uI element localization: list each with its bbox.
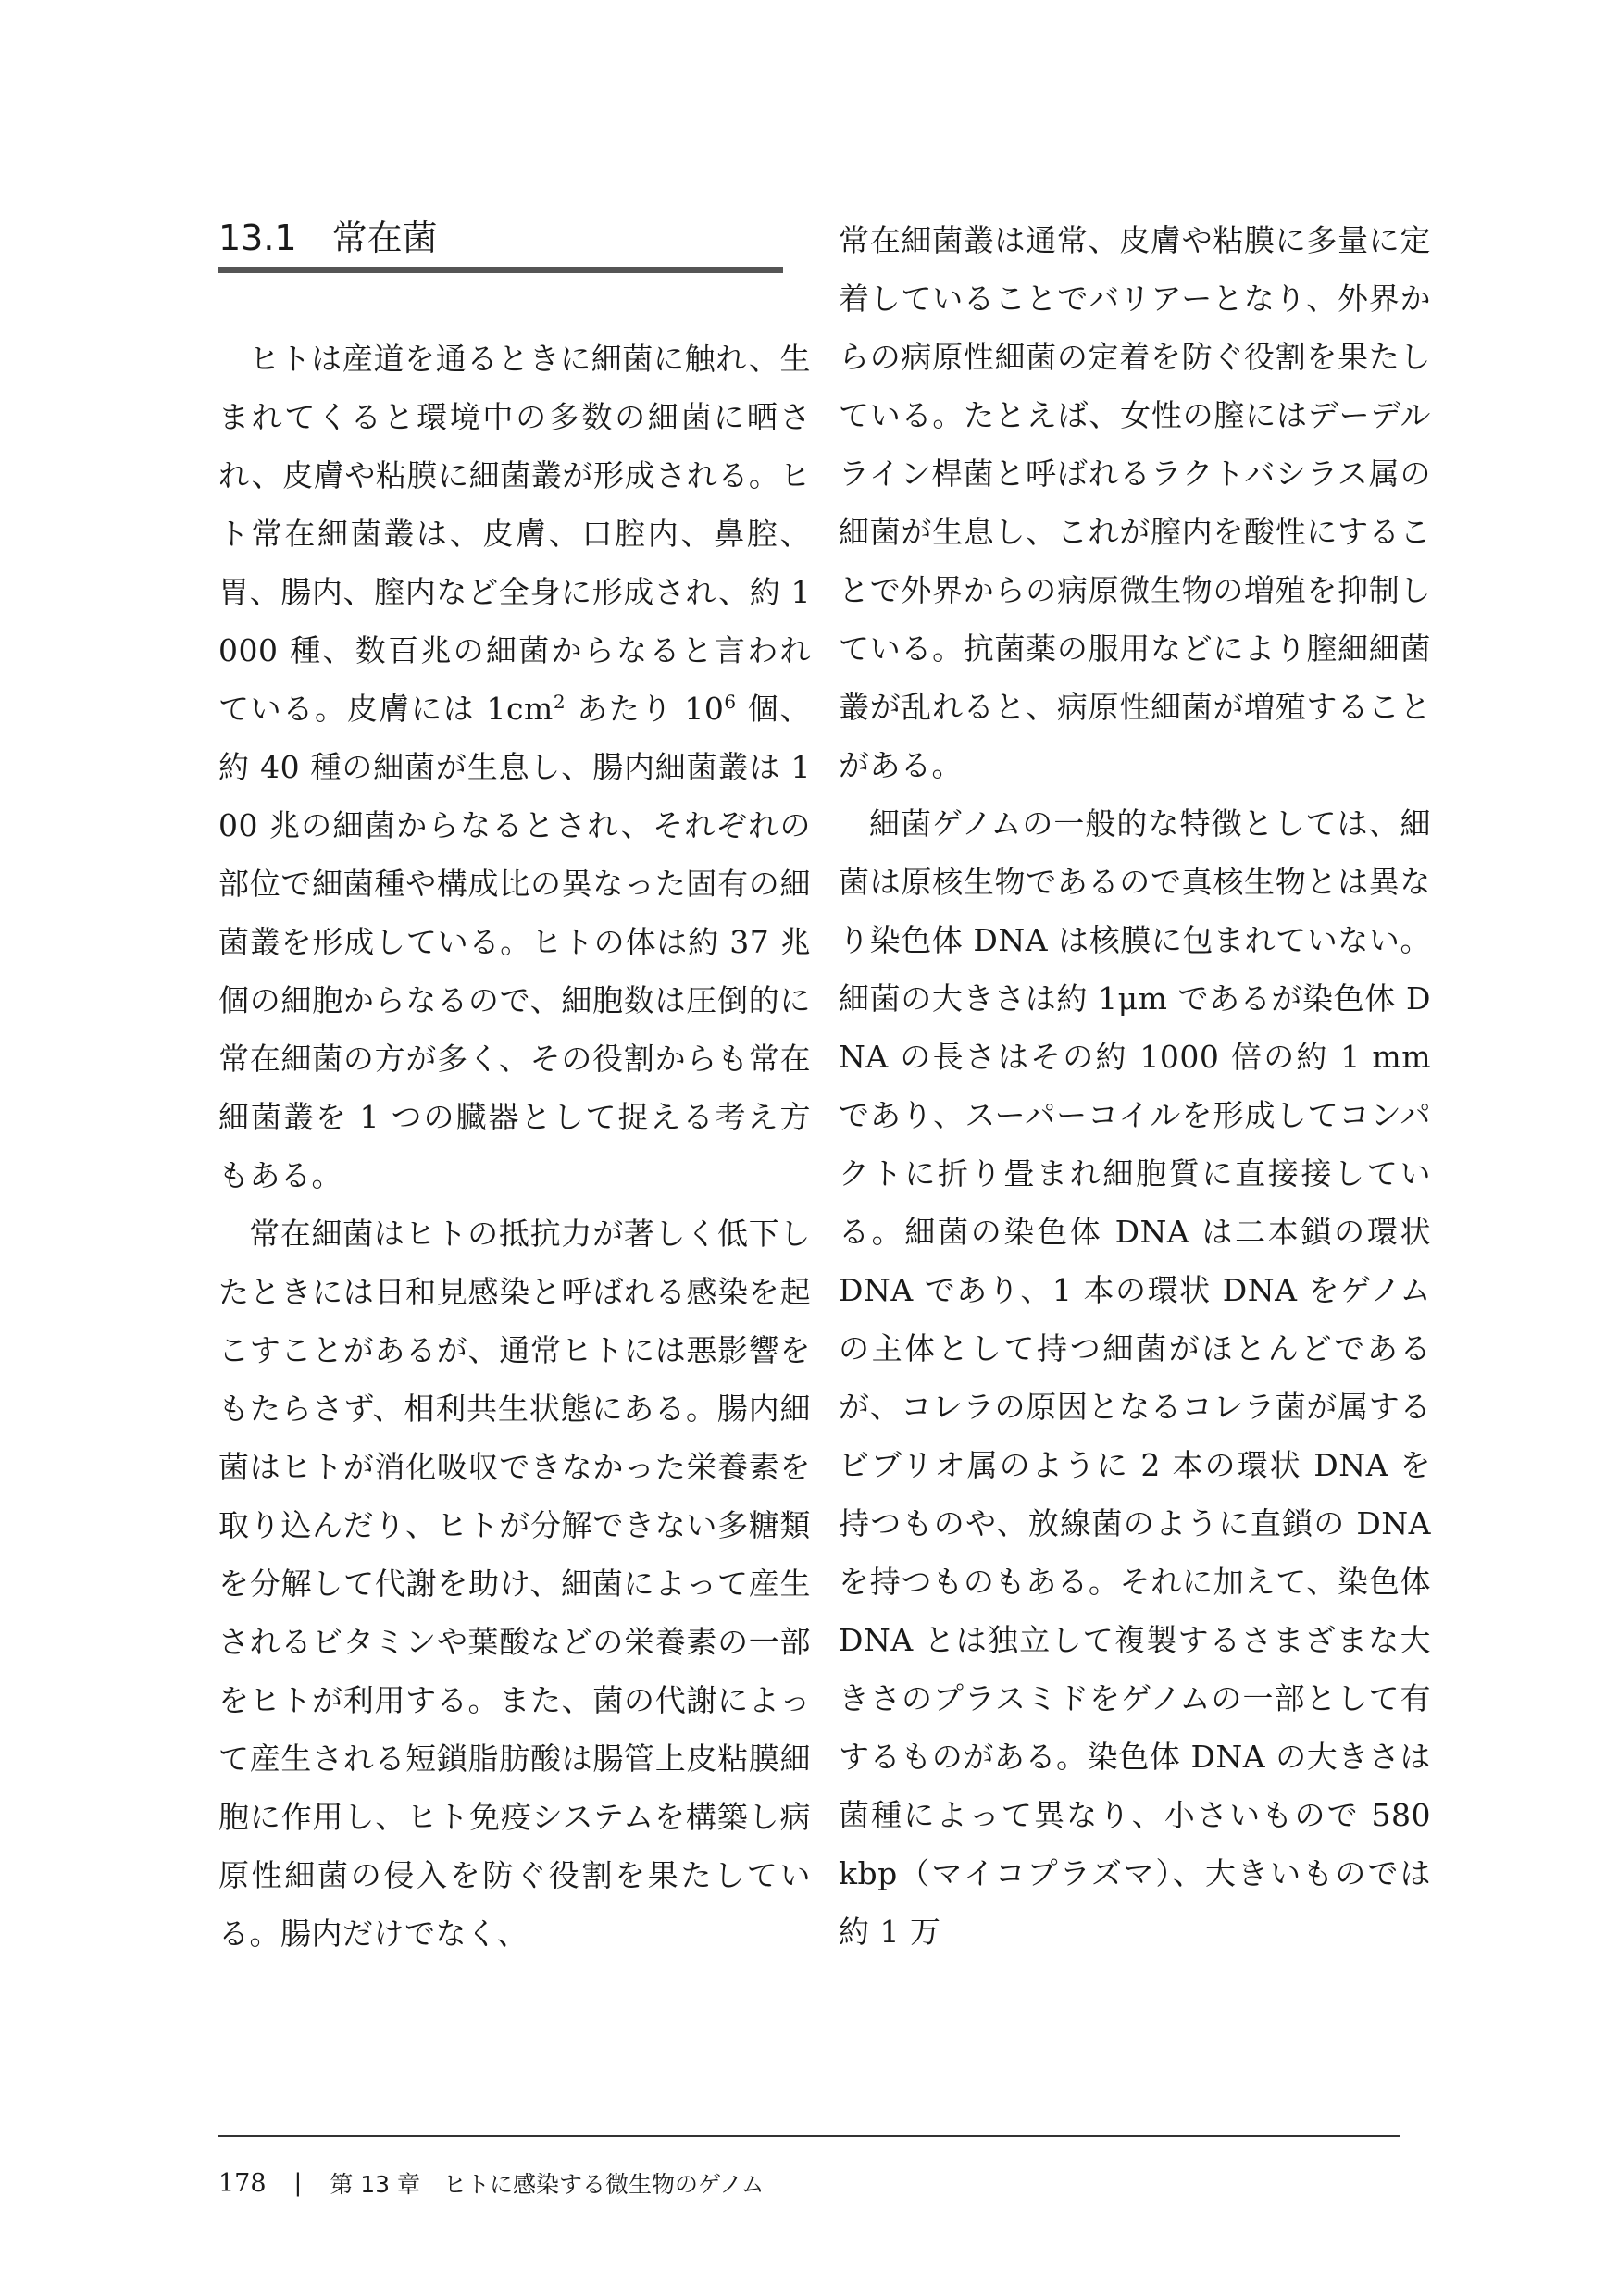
section-underline: [218, 267, 783, 273]
left-paragraph-1-part-c: 個、約 40 種の細菌が生息し、腸内細菌叢は 100 兆の細菌からなるとされ、それぞれの部位で細菌種や構成比の異なった固有の細菌叢を形成している。ヒトの体は約 37 兆個の細胞からなるので、細胞数は圧倒的に常在細菌の方が多く、その役割からも常在細菌叢を 1 つの臓器として捉える考え方もある。: [218, 691, 811, 1193]
superscript-6: 6: [724, 691, 737, 713]
section-heading: [218, 215, 783, 274]
page-number: 178: [218, 2168, 267, 2198]
left-paragraph-1: [218, 330, 811, 1204]
section-number: 13.1: [218, 218, 297, 258]
section-title-text: 常在菌: [331, 218, 438, 258]
left-paragraph-1-part-a: ヒトは産道を通るときに細菌に触れ、生まれてくると環境中の多数の細菌に晒され、皮膚や粘膜に細菌叢が形成される。ヒト常在細菌叢は、皮膚、口腔内、鼻腔、胃、腸内、膣内など全身に形成され、約 1000 種、数百兆の細菌からなると言われている。皮膚には 1cm: [218, 341, 811, 727]
left-paragraph-2: 常在細菌はヒトの抵抗力が著しく低下したときには日和見感染と呼ばれる感染を起こすことがあるが、通常ヒトには悪影響をもたらさず、相利共生状態にある。腸内細菌はヒトが消化吸収できなかった栄養素を取り込んだり、ヒトが分解できない多糖類を分解して代謝を助け、細菌によって産生されるビタミンや葉酸などの栄養素の一部をヒトが利用する。また、菌の代謝によって産生される短鎖脂肪酸は腸管上皮粘膜細胞に作用し、ヒト免疫システムを構築し病原性細菌の侵入を防ぐ役割を果たしている。腸内だけでなく、: [218, 1216, 811, 1952]
section-title: [218, 215, 438, 261]
chapter-title: 第 13 章 ヒトに感染する微生物のゲノム: [330, 2171, 765, 2198]
footer-separator: |: [293, 2169, 303, 2197]
right-column: [839, 211, 1431, 1961]
footer-rule: [218, 2135, 1400, 2137]
right-paragraph-1: 常在細菌叢は通常、皮膚や粘膜に多量に定着していることでバリアーとなり、外界からの病原性細菌の定着を防ぐ役割を果たしている。たとえば、女性の膣にはデーデルライン桿菌と呼ばれるラクトバシラス属の細菌が生息し、これが膣内を酸性にすることで外界からの病原微生物の増殖を抑制している。抗菌薬の服用などにより膣細細菌叢が乱れると、病原性細菌が増殖することがある。: [839, 222, 1431, 783]
left-column: [218, 330, 811, 1963]
superscript-2: 2: [553, 691, 566, 713]
left-paragraph-1-part-b: あたり 10: [566, 691, 725, 727]
right-paragraph-2: 細菌ゲノムの一般的な特徴としては、細菌は原核生物であるので真核生物とは異なり染色体 DNA は核膜に包まれていない。細菌の大きさは約 1μm であるが染色体 DNA の長さはその約 1000 倍の約 1 mm であり、スーパーコイルを形成してコンパクトに折り畳まれ細胞質に直接接している。細菌の染色体 DNA は二本鎖の環状 DNA であり、1 本の環状 DNA をゲノムの主体として持つ細菌がほとんどであるが、コレラの原因となるコレラ菌が属するビブリオ属のように 2 本の環状 DNA を持つものや、放線菌のように直鎖の DNA を持つものもある。それに加えて、染色体 DNA とは独立して複製するさまざまな大きさのプラスミドをゲノムの一部として有するものがある。染色体 DNA の大きさは菌種によって異なり、小さいもので 580 kbp（マイコプラズマ）、大きいものでは約 1 万: [839, 805, 1431, 1950]
page-footer: [218, 2165, 765, 2202]
